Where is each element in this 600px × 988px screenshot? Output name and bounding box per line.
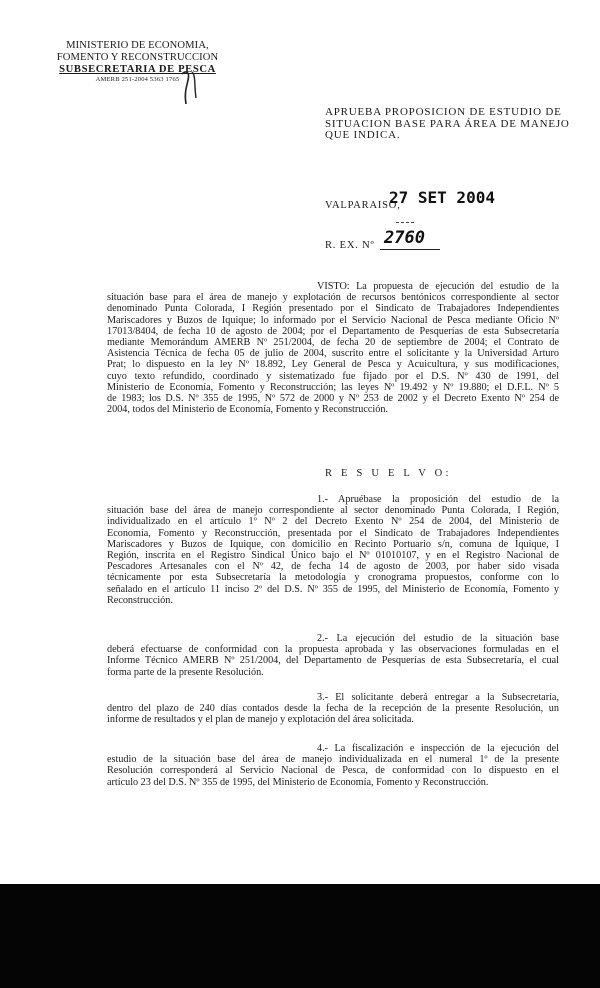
rex-mark [396,222,414,224]
paragraph-line: de 1983; los D.S. Nº 355 de 1995, Nº 572 de 2000 y Nº 253 de 2002 y el Decreto Exento Nº 254 de [107,393,559,405]
paragraph-line: Economía, Fomento y Reconstrucción, presentada por el Sindicato de Trabajadores Independientes [107,527,559,539]
paragraph-line: Informe Técnico AMERB Nº 251/2004, del Departamento de Pesquerías de esta Subsecretaría, el cual [107,655,559,667]
subject-block [325,106,570,142]
subject-line: QUE INDICA. [325,129,401,141]
resuelvo-heading: R E S U E L V O: [325,468,452,479]
paragraph-line: situación base para el área de manejo y explotación de recursos bentónicos correspondiente al sector [107,292,559,304]
paragraph-line: 4.- La fiscalización e inspección de la ejecución del [317,743,559,754]
paragraph-line: señalado en el artículo 11 inciso 2º del D.S. Nº 355 de 1995, del Ministerio de Economía, Fomento y [107,583,559,595]
paragraph-line: Asistencia Técnica de fecha 05 de julio de 2004, suscrito entre el solicitante y la Universidad Arturo [107,348,559,360]
paragraph-line: individualizado en el artículo 1º Nº 2 del Decreto Exento Nº 254 de 2004, del Ministerio de [107,516,559,528]
paragraph-line: Reconstrucción. [107,594,173,606]
paragraph-line: 3.- El solicitante deberá entregar a la Subsecretaría, [317,692,559,703]
subsecretaria-line: SUBSECRETARIA DE PESCA [59,64,216,75]
paragraph-line: VISTO: La propuesta de ejecución del estudio de la [317,281,559,292]
subject-line: SITUACION BASE PARA ÁREA DE MANEJO [325,117,570,130]
place-label: VALPARAISO, [325,200,401,211]
subject-line: APRUEBA PROPOSICION DE ESTUDIO DE [325,106,562,118]
resolution-point-2 [107,633,559,678]
paragraph-line: artículo 23 del D.S. Nº 355 de 1995, del Ministerio de Economía, Fomento y Reconstrucción. [107,776,489,788]
paragraph-line: informe de resultados y el plan de manejo y explotación del área solicitada. [107,714,414,726]
paragraph-line: 2004, todos del Ministerio de Economía, Fomento y Reconstrucción. [107,404,388,416]
visto-paragraph [107,281,559,415]
paragraph-line: 2.- La ejecución del estudio de la situación base [317,633,559,644]
resolution-underline [380,249,440,250]
paragraph-line: cuyo texto refundido, coordinado y sistematizado fue fijado por el D.S. Nº 430 de 1991, del [107,370,559,382]
resolution-number: 2760 [384,228,425,248]
paragraph-line: Prat; lo dispuesto en la ley Nº 18.892, Ley General de Pesca y Acuicultura, y sus modificaciones, [107,359,559,371]
paragraph-line: Mariscadores y Buzos de Iquique, con domicilio en Recinto Portuario s/n, comuna de Iquique, I [107,538,559,550]
ministry-line-1: MINISTERIO DE ECONOMIA, [66,40,209,51]
paragraph-line: estudio de la situación base del área de manejo individualizada en el numeral 1º de la presente [107,754,559,766]
paragraph-line: Resolución corresponderá al Servicio Nacional de Pesca, de conformidad con lo dispuesto en el [107,765,559,777]
paragraph-line: 1.- Apruébase la proposición del estudio de la [317,494,559,505]
paragraph-line: dentro del plazo de 240 días contados desde la fecha de la recepción de la presente Resolución, un [107,703,559,715]
paragraph-line: situación base del área de manejo correspondiente al sector denominado Punta Colorada, I Región, [107,505,559,517]
resolution-label: R. EX. Nº [325,240,375,251]
paragraph-line: técnicamente por esta Subsecretaría la metodología y cronograma propuestos, conforme con lo [107,572,559,584]
paragraph-line: Ministerio de Economía, Fomento y Reconstrucción; las leyes Nº 19.492 y Nº 19.880; el D.F.L. Nº 5 [107,381,559,393]
reference-code: AMERB 251-2004 5363 1765 [95,76,180,83]
ministry-line-2: FOMENTO Y RECONSTRUCCION [56,52,219,63]
paragraph-line: deberá efectuarse de conformidad con la propuesta aprobada y las observaciones formuladas en el [107,644,559,656]
paragraph-line: mediante Memorándum AMERB Nº 251/2004, de fecha 20 de septiembre de 2004; el Contrato de [107,337,559,349]
scan-dark-band [0,884,600,988]
paragraph-line: denominado Punta Colorada, I Región presentado por el Sindicato de Trabajadores Independientes [107,303,559,315]
paragraph-line: Mariscadores y Buzos de Iquique; lo informado por el Servicio Nacional de Pesca mediante Oficio Nº [107,314,559,326]
paragraph-line: 17013/8404, de fecha 10 de agosto de 2004; por el Departamento de Pesquerías de esta Subsecretaría [107,325,559,337]
date-stamp: 27 SET 2004 [389,188,495,207]
resolution-point-1 [107,494,559,606]
resolution-point-4 [107,743,559,788]
handwritten-mark-icon [178,68,200,108]
paragraph-line: forma parte de la presente Resolución. [107,666,264,678]
paragraph-line: Pescadores Artesanales con el Nº 42, de fecha 14 de agosto de 2003, por haber sido visada [107,561,559,573]
paragraph-line: Región, inscrita en el Registro Sindical Único bajo el Nº 01010107, y en el Registro Nacional de [107,550,559,562]
resolution-point-3 [107,692,559,726]
